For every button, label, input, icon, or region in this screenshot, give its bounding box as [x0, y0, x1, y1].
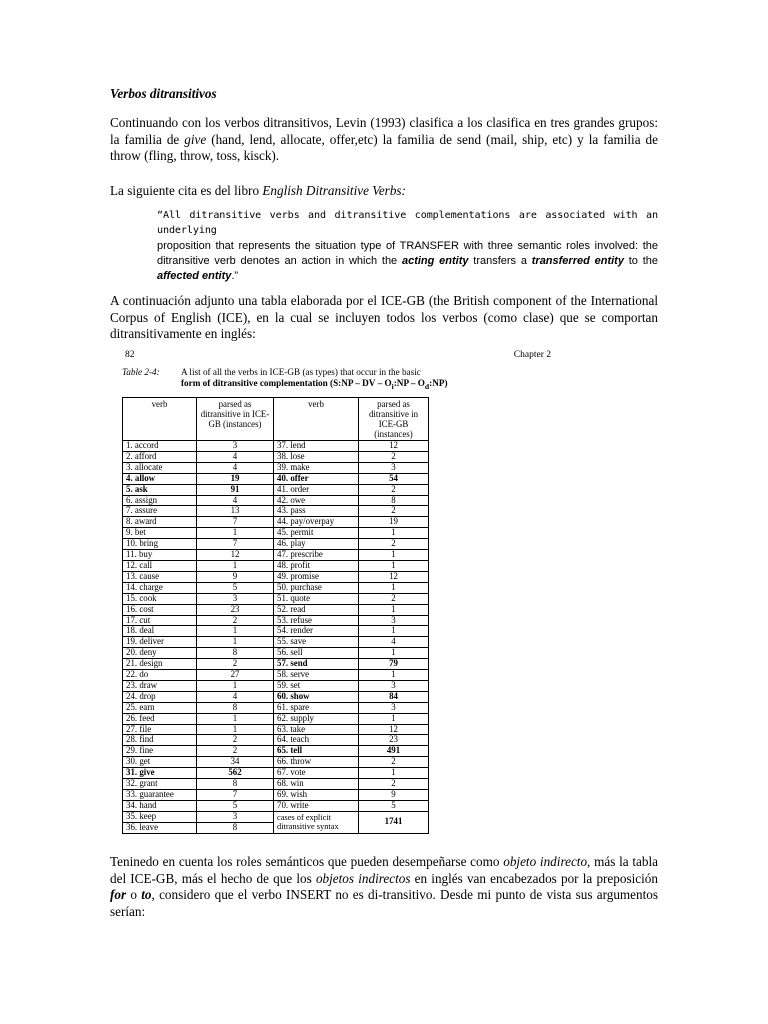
table-row: [123, 637, 429, 648]
verb-cell: 16. cost: [123, 604, 197, 615]
closing-to: to: [141, 887, 152, 902]
count-cell: 1: [359, 670, 429, 681]
quote-affected-entity: affected entity: [157, 270, 232, 283]
count-cell: 91: [197, 484, 274, 495]
table-row: [123, 615, 429, 626]
intro-text-2: (hand, lend, allocate, offer,etc) la familia de send (mail, ship, etc) y la familia de throw (fling, throw, toss, kisck).: [110, 131, 658, 163]
closing-objetos-indirectos: objetos indirectos: [315, 870, 411, 886]
verb-cell: 5. ask: [123, 484, 197, 495]
count-cell: 3: [197, 811, 274, 822]
verb-cell: 37. lend: [274, 441, 359, 452]
verb-cell: 41. order: [274, 484, 359, 495]
table-row: [123, 713, 429, 724]
verb-cell: 52. read: [274, 604, 359, 615]
count-cell: 2: [359, 451, 429, 462]
table-row: [123, 582, 429, 593]
count-cell: 7: [197, 539, 274, 550]
count-cell: 1: [197, 724, 274, 735]
verb-cell: 21. design: [123, 659, 197, 670]
table-row: [123, 484, 429, 495]
verb-cell: 20. deny: [123, 648, 197, 659]
verb-cell: 3. allocate: [123, 462, 197, 473]
count-cell: 1: [359, 550, 429, 561]
count-cell: 3: [359, 462, 429, 473]
header-parsed-1: parsed as ditransitive in ICE-GB (instances): [197, 398, 274, 441]
table-row: [123, 571, 429, 582]
verb-cell: 39. make: [274, 462, 359, 473]
table-row: [123, 441, 429, 452]
table-row: [123, 604, 429, 615]
verb-cell: 43. pass: [274, 506, 359, 517]
table-row: [123, 593, 429, 604]
closing-text-5: , considero que el verbo INSERT no es di-transitivo. Desde mi punto de vista sus argumentos serían:: [110, 887, 659, 919]
table-row: [123, 473, 429, 484]
count-cell: 9: [197, 571, 274, 582]
quote-line-1: “All ditransitive verbs and ditransitive complementations are associated with an underlying: [157, 210, 658, 237]
quote-transferred-entity: transferred entity: [531, 254, 624, 267]
scanned-table-figure: [121, 347, 561, 837]
count-cell: 34: [197, 757, 274, 768]
count-cell: 4: [197, 691, 274, 702]
count-cell: 2: [359, 779, 429, 790]
caption-formula-c: :NP): [429, 378, 448, 388]
count-cell: 5: [197, 800, 274, 811]
verb-cell: 46. play: [274, 539, 359, 550]
count-cell: 12: [197, 550, 274, 561]
header-parsed-2: parsed as ditransitive in ICE-GB (instances): [359, 398, 429, 441]
verb-cell: 50. purchase: [274, 582, 359, 593]
intro-text-1: Continuando con los verbos ditransitivos, Levin (1993) clasifica a los clasifica en tres grandes grupos: la familia de: [110, 115, 658, 147]
verb-cell: 22. do: [123, 670, 197, 681]
count-cell: 8: [197, 702, 274, 713]
verb-cell: 14. charge: [123, 582, 197, 593]
count-cell: 84: [359, 691, 429, 702]
verb-cell: 68. win: [274, 779, 359, 790]
count-cell: 2: [197, 746, 274, 757]
verb-cell: 53. refuse: [274, 615, 359, 626]
closing-text-4: o: [126, 887, 142, 902]
count-cell: 19: [197, 473, 274, 484]
table-header-row: [123, 398, 429, 441]
count-cell: 1: [197, 528, 274, 539]
verb-cell: 7. assure: [123, 506, 197, 517]
verb-cell: 1. accord: [123, 441, 197, 452]
verb-cell: 42. owe: [274, 495, 359, 506]
count-cell: 2: [197, 615, 274, 626]
count-cell: 1: [359, 626, 429, 637]
table-row: [123, 735, 429, 746]
quote-text-3: to the: [623, 254, 658, 267]
count-cell: 23: [359, 735, 429, 746]
table-row: [123, 539, 429, 550]
table-row: [123, 811, 429, 822]
verb-cell: 15. cook: [123, 593, 197, 604]
verb-cell: 58. serve: [274, 670, 359, 681]
table-row: [123, 779, 429, 790]
closing-text-1: Teninedo en cuenta los roles semánticos que pueden desempeñarse como: [110, 854, 504, 869]
count-cell: 1: [197, 713, 274, 724]
caption-formula: [181, 378, 481, 392]
verb-cell: 6. assign: [123, 495, 197, 506]
count-cell: 23: [197, 604, 274, 615]
verb-cell: 28. find: [123, 735, 197, 746]
verb-cell: 32. grant: [123, 779, 197, 790]
count-cell: 1: [359, 604, 429, 615]
caption-formula-i: i: [391, 381, 394, 391]
verb-cell: 48. profit: [274, 560, 359, 571]
verb-cell: 8. award: [123, 517, 197, 528]
count-cell: 27: [197, 670, 274, 681]
verb-cell: 9. bet: [123, 528, 197, 539]
verb-cell: 29. fine: [123, 746, 197, 757]
count-cell: 7: [197, 517, 274, 528]
verb-cell: 49. promise: [274, 571, 359, 582]
verb-cell: 12. call: [123, 560, 197, 571]
count-cell: 1: [197, 680, 274, 691]
closing-objeto-indirecto: objeto indirecto,: [503, 854, 591, 869]
verb-cell: 45. permit: [274, 528, 359, 539]
verb-cell: 24. drop: [123, 691, 197, 702]
count-cell: 13: [197, 506, 274, 517]
count-cell: 3: [359, 680, 429, 691]
verb-cell: 40. offer: [274, 473, 359, 484]
cite-text: La siguiente cita es del libro: [110, 183, 263, 198]
verb-cell: 23. draw: [123, 680, 197, 691]
count-cell: 1: [197, 626, 274, 637]
verb-cell: 62. supply: [274, 713, 359, 724]
verb-cell: 18. deal: [123, 626, 197, 637]
verb-cell: 26. feed: [123, 713, 197, 724]
verb-cell: 61. spare: [274, 702, 359, 713]
closing-text-3: en inglés van encabezados por la preposición: [410, 870, 658, 886]
caption-formula-b: :NP – O: [393, 378, 425, 388]
verb-cell: 38. lose: [274, 451, 359, 462]
count-cell: 562: [197, 768, 274, 779]
count-cell: 2: [359, 593, 429, 604]
table-row: [123, 495, 429, 506]
scan-chapter: Chapter 2: [513, 350, 551, 360]
closing-for: for: [110, 887, 127, 902]
verb-cell: 56. sell: [274, 648, 359, 659]
quote-acting-entity: acting entity: [401, 254, 469, 267]
explicit-syntax-label: cases of explicit ditransitive syntax: [274, 811, 359, 833]
count-cell: 2: [359, 539, 429, 550]
table-body: [123, 441, 429, 834]
table-row: [123, 560, 429, 571]
verb-cell: 55. save: [274, 637, 359, 648]
ice-paragraph: A continuación adjunto una tabla elaborada por el ICE-GB (the British component of the International Corpus of English (ICE), en la cual se incluyen todos los verbos (como clase) que se comportan ditransitivamente en inglés:: [110, 293, 658, 341]
count-cell: 4: [197, 495, 274, 506]
verb-cell: 66. throw: [274, 757, 359, 768]
count-cell: 3: [197, 593, 274, 604]
table-row: [123, 451, 429, 462]
count-cell: 12: [359, 571, 429, 582]
count-cell: 4: [197, 462, 274, 473]
verbs-table: [122, 397, 429, 834]
closing-text-2: más la tabla del ICE-GB, más el hecho de que los: [110, 854, 658, 886]
count-cell: 5: [197, 582, 274, 593]
verb-cell: 65. tell: [274, 746, 359, 757]
table-row: [123, 702, 429, 713]
verb-cell: 69. wish: [274, 790, 359, 801]
verb-cell: 33. guarantee: [123, 790, 197, 801]
verb-cell: 51. quote: [274, 593, 359, 604]
count-cell: 9: [359, 790, 429, 801]
table-row: [123, 462, 429, 473]
intro-paragraph: [110, 115, 658, 165]
count-cell: 2: [359, 484, 429, 495]
table-row: [123, 670, 429, 681]
count-cell: 12: [359, 441, 429, 452]
count-cell: 3: [359, 615, 429, 626]
count-cell: 5: [359, 800, 429, 811]
count-cell: 1: [359, 528, 429, 539]
block-quote: [157, 208, 658, 284]
count-cell: 1: [197, 637, 274, 648]
table-row: [123, 724, 429, 735]
cite-book-title: English Ditransitive Verbs:: [262, 183, 406, 198]
closing-paragraph: [110, 854, 658, 920]
table-caption: [122, 367, 561, 397]
table-row: [123, 648, 429, 659]
table-row: [123, 746, 429, 757]
count-cell: 2: [359, 506, 429, 517]
count-cell: 1: [359, 582, 429, 593]
count-cell: 2: [197, 735, 274, 746]
verb-cell: 19. deliver: [123, 637, 197, 648]
verb-cell: 10. bring: [123, 539, 197, 550]
count-cell: 3: [197, 441, 274, 452]
count-cell: 8: [197, 648, 274, 659]
count-cell: 79: [359, 659, 429, 670]
caption-label: Table 2-4:: [122, 367, 160, 377]
citation-line: [110, 183, 658, 200]
caption-formula-d: d: [424, 381, 430, 391]
count-cell: 8: [197, 822, 274, 833]
count-cell: 12: [359, 724, 429, 735]
table-row: [123, 659, 429, 670]
header-verb-2: verb: [274, 398, 359, 441]
count-cell: 2: [359, 757, 429, 768]
count-cell: 491: [359, 746, 429, 757]
count-cell: 4: [197, 451, 274, 462]
caption-formula-a: form of ditransitive complementation (S:NP – DV – O: [181, 378, 392, 388]
table-row: [123, 528, 429, 539]
count-cell: 1: [359, 560, 429, 571]
verb-cell: 2. afford: [123, 451, 197, 462]
count-cell: 8: [197, 779, 274, 790]
verb-cell: 54. render: [274, 626, 359, 637]
table-row: [123, 550, 429, 561]
verb-cell: 35. keep: [123, 811, 197, 822]
table-row: [123, 517, 429, 528]
verb-cell: 59. set: [274, 680, 359, 691]
verb-cell: 67. vote: [274, 768, 359, 779]
count-cell: 1: [359, 713, 429, 724]
verb-cell: 63. take: [274, 724, 359, 735]
table-row: [123, 691, 429, 702]
table-row: [123, 790, 429, 801]
count-cell: 4: [359, 637, 429, 648]
table-row: [123, 800, 429, 811]
count-cell: 1: [359, 768, 429, 779]
verb-cell: 47. prescribe: [274, 550, 359, 561]
count-cell: 8: [359, 495, 429, 506]
explicit-syntax-total: 1741: [359, 811, 429, 833]
verb-cell: 64. teach: [274, 735, 359, 746]
count-cell: 3: [359, 702, 429, 713]
verb-cell: 17. cut: [123, 615, 197, 626]
verb-cell: 36. leave: [123, 822, 197, 833]
count-cell: 19: [359, 517, 429, 528]
table-row: [123, 626, 429, 637]
scan-header: [121, 347, 561, 367]
count-cell: 7: [197, 790, 274, 801]
verb-cell: 30. get: [123, 757, 197, 768]
verb-cell: 34. hand: [123, 800, 197, 811]
header-verb-1: verb: [123, 398, 197, 441]
table-row: [123, 680, 429, 691]
scan-page-number: 82: [125, 350, 135, 360]
table-row: [123, 768, 429, 779]
verb-cell: 4. allow: [123, 473, 197, 484]
count-cell: 1: [197, 560, 274, 571]
section-heading: Verbos ditransitivos: [110, 86, 217, 101]
verb-cell: 60. show: [274, 691, 359, 702]
quote-text-1: proposition that represents the situation type of TRANSFER with three semantic roles involved: the ditransitive verb denotes an action in which the: [157, 239, 658, 267]
verb-cell: 44. pay/overpay: [274, 517, 359, 528]
count-cell: 54: [359, 473, 429, 484]
verb-cell: 57. send: [274, 659, 359, 670]
verb-cell: 25. earn: [123, 702, 197, 713]
verb-cell: 13. cause: [123, 571, 197, 582]
verb-cell: 27. file: [123, 724, 197, 735]
verb-cell: 11. buy: [123, 550, 197, 561]
count-cell: 1: [359, 648, 429, 659]
count-cell: 2: [197, 659, 274, 670]
verb-cell: 31. give: [123, 768, 197, 779]
table-row: [123, 506, 429, 517]
table-row: [123, 757, 429, 768]
quote-text-4: .”: [231, 270, 239, 283]
intro-give: give: [184, 131, 207, 147]
caption-text: A list of all the verbs in ICE-GB (as types) that occur in the basic: [181, 367, 421, 377]
quote-text-2: transfers a: [468, 254, 532, 267]
verb-cell: 70. write: [274, 800, 359, 811]
